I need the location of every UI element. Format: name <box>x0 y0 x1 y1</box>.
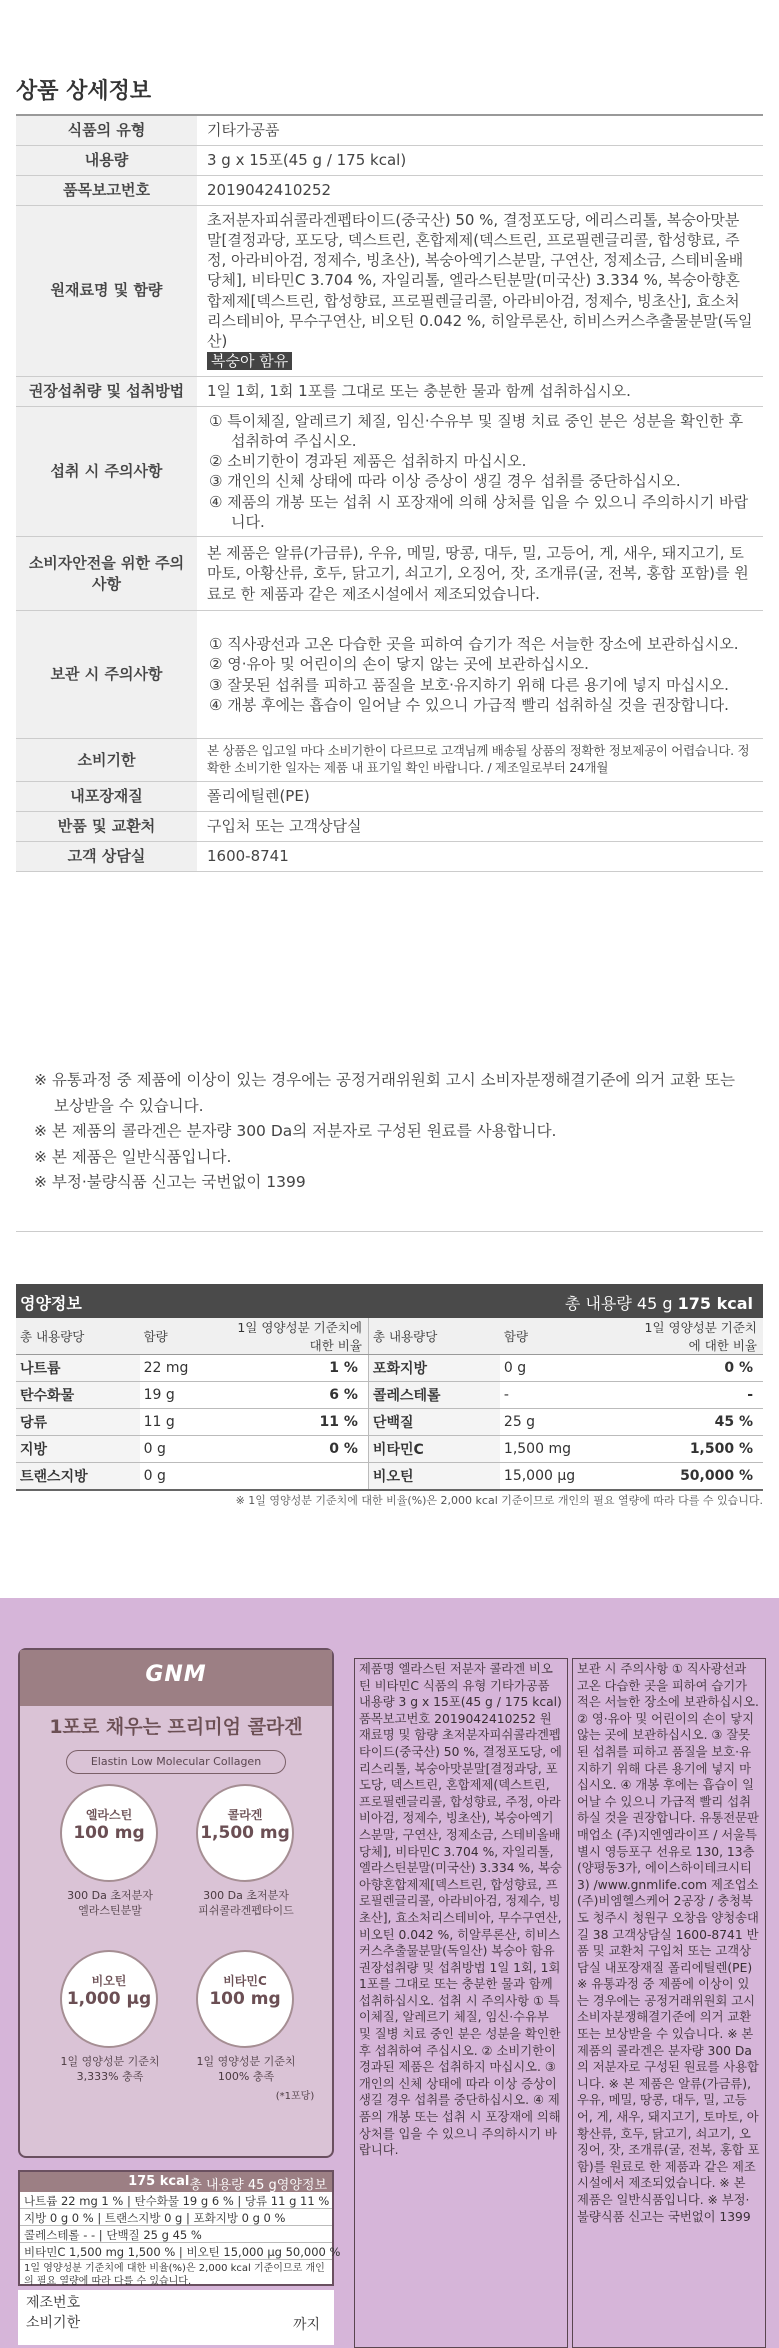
nutrition-col-header: 총 내용량당 <box>16 1318 140 1355</box>
mini-nutrition-row: 지방 0 g 0 % | 트랜스지방 0 g | 포화지방 0 g 0 % <box>20 2209 332 2226</box>
info-value <box>197 376 763 406</box>
nutrition-amount: 0 g <box>140 1463 232 1490</box>
nutrition-amount: 19 g <box>140 1382 232 1409</box>
info-value <box>197 406 763 537</box>
info-value-line: 기타가공품 <box>207 121 280 140</box>
nutrition-header <box>16 1284 763 1318</box>
nutrition-amount: 0 g <box>500 1355 632 1382</box>
nutrition-row <box>16 1355 763 1382</box>
nutrition-row <box>16 1436 763 1463</box>
info-row <box>16 115 763 145</box>
info-row <box>16 205 763 376</box>
per-pack-note: (*1포당) <box>275 2091 315 2102</box>
info-value <box>197 115 763 145</box>
info-value-line: ① 직사광선과 고온 다습한 곳을 피하여 습기가 적은 서늘한 장소에 보관하십시오. <box>209 635 739 653</box>
info-value-line: ④ 개봉 후에는 흡습이 일어날 수 있으니 가급적 빨리 섭취하실 것을 권장합니다. <box>209 695 729 714</box>
nutrition-row <box>16 1463 763 1490</box>
expiry-label: 소비기한 <box>26 2314 81 2331</box>
info-label: 권장섭취량 및 섭취방법 <box>16 376 197 406</box>
info-value <box>197 537 763 611</box>
package-label-column: 제품명 엘라스틴 저분자 콜라겐 비오틴 비타민C 식품의 유형 기타가공품 내용량 3 g x 15포(45 g / 175 kcal) 품목보고번호 2019042410252 원재료명 및 함량 초저분자피쉬콜라겐펩타이드(중국산) 50 %, 결정포도당, 에리스리톨, 복숭아맛분말[결정과당, 포도당, 덱스트린, 혼합제제(덱스트린, 프로필렌글리콜, 합성향료, 주정, 아라비아검, 정제수, 빙초산), 복숭아엑기스분말, 구연산, 정제소금, 스테비올배당체], 비타민C 3.704 %, 자일리톨, 엘라스틴분말(미국산) 3.334 %, 복숭아향혼합제제[덱스트린, 합성향료, 프로필렌글리콜, 아라비아검, 정제수, 빙초산], 효소처리스테비아, 무수구연산, 비오틴 0.042 %, 히알루론산, 히비스커스추출물분말(독일산) 복숭아 함유 권장섭취량 및 섭취방법 1일 1회, 1회 1포를 그대로 또는 충분한 물과 함께 섭취하십시오. 섭취 시 주의사항 ① 특이체질, 알레르기 체질, 임신·수유부 및 질병 치료 중인 분은 성분을 확인한 후 섭취하여 주십시오. ② 소비기한이 경과된 제품은 섭취하지 마십시오. ③ 개인의 신체 상태에 따라 이상 증상이 생길 경우 섭취를 중단하십시오. ④ 제품의 개봉 또는 섭취 시 포장재에 의해 상처를 입을 수 있으니 주의하시기 바랍니다. <box>354 1658 568 2348</box>
info-label: 내용량 <box>16 145 197 175</box>
notice-item: ※ 본 제품의 콜라겐은 분자량 300 Da의 저분자로 구성된 원료를 사용합니다. <box>34 1122 557 1141</box>
nutrition-pct: 45 % <box>631 1409 763 1436</box>
info-row <box>16 781 763 811</box>
nutrition-total: 총 내용량 45 g 175 kcal <box>564 1294 753 1313</box>
nutrition-name: 탄수화물 <box>16 1382 140 1409</box>
info-value <box>197 811 763 841</box>
nutrition-pct: 1,500 % <box>631 1436 763 1463</box>
info-label: 고객 상담실 <box>16 841 197 871</box>
info-value-line: 1600-8741 <box>207 847 289 866</box>
ingredient-circle: 콜라겐 1,500 mg <box>196 1784 294 1882</box>
nutrition-name: 콜레스테롤 <box>368 1382 500 1409</box>
info-value-line: 본 제품은 알류(가금류), 우유, 메밀, 땅콩, 대두, 밀, 고등어, 게, 새우, 돼지고기, 토마토, 아황산류, 호두, 닭고기, 쇠고기, 오징어, 잣, 조개류(굴, 전복, 홍합 포함)를 원료로 한 제품과 같은 제조시설에서 제조되었습니다. <box>207 544 749 603</box>
info-label: 식품의 유형 <box>16 115 197 145</box>
info-value-line: ① 특이체질, 알레르기 체질, 임신·수유부 및 질병 치료 중인 분은 성분을 확인한 후 섭취하여 주십시오. <box>209 411 744 450</box>
info-value-line: ② 소비기한이 경과된 제품은 섭취하지 마십시오. <box>209 452 527 470</box>
package-image <box>0 1598 779 2348</box>
info-value-line: ② 영·유아 및 어린이의 손이 닿지 않는 곳에 보관하십시오. <box>209 655 589 674</box>
info-value-line: ④ 제품의 개봉 또는 섭취 시 포장재에 의해 상처를 입을 수 있으니 주의하시기 바랍니다. <box>209 492 749 531</box>
nutrition-amount: 22 mg <box>140 1355 232 1382</box>
info-label: 내포장재질 <box>16 781 197 811</box>
nutrition-row <box>16 1382 763 1409</box>
nutrition-pct: 0 % <box>631 1355 763 1382</box>
nutrition-name: 비타민C <box>368 1436 500 1463</box>
nutrition-pct: - <box>631 1382 763 1409</box>
info-label: 소비자안전을 위한 주의사항 <box>16 537 197 611</box>
mini-nutrition-row: 나트륨 22 mg 1 % | 탄수화물 19 g 6 % | 당류 11 g 11 % <box>20 2192 332 2209</box>
ingredient-circle: 엘라스틴 100 mg <box>60 1784 158 1882</box>
nutrition-name: 나트륨 <box>16 1355 140 1382</box>
info-value-line: 본 상품은 입고일 마다 소비기한이 다르므로 고객님께 배송될 상품의 정확한 정보제공이 어렵습니다. 정확한 소비기한 일자는 제품 내 표기일 확인 바랍니다. / 제조일로부터 24개월 <box>207 743 750 775</box>
until-label: 까지 <box>292 2317 320 2333</box>
circle-caption: 1일 영양성분 기준치 3,333% 충족 <box>60 2055 160 2084</box>
brand-logo: GNM <box>145 1662 207 1687</box>
mini-nutrition-total: 총 내용량 45 g 175 kcal <box>128 2174 277 2193</box>
nutrition-pct: 1 % <box>232 1355 369 1382</box>
package-front <box>18 1648 334 2158</box>
ingredient-circle: 비타민C 100 mg <box>196 1950 294 2048</box>
package-label-column: 보관 시 주의사항 ① 직사광선과 고온 다습한 곳을 피하여 습기가 적은 서늘한 장소에 보관하십시오. ② 영·유아 및 어린이의 손이 닿지 않는 곳에 보관하십시오. ③ 잘못된 섭취를 피하고 품질을 보호·유지하기 위해 다른 용기에 넣지 마십시오. ④ 개봉 후에는 흡습이 일어날 수 있으니 가급적 빨리 섭취하실 것을 권장합니다. 유통전문판매업소 (주)지엔엠라이프 / 서울특별시 영등포구 선유로 130, 13층(양평동3가, 에이스하이테크시티3) /www.gnmlife.com 제조업소 (주)비엠헬스케어 2공장 / 충청북도 청주시 청원구 오창읍 양청송대길 38 고객상담실 1600-8741 반품 및 교환처 구입처 또는 고객상담실 내포장재질 폴리에틸렌(PE) ※ 유통과정 중 제품에 이상이 있는 경우에는 공정거래위원회 고시 소비자분쟁해결기준에 의거 교환 또는 보상받을 수 있습니다. ※ 본 제품의 콜라겐은 분자량 300 Da의 저분자로 구성된 원료를 사용합니다. ※ 본 제품은 알류(가금류), 우유, 메밀, 땅콩, 대두, 밀, 고등어, 게, 새우, 돼지고기, 토마토, 아황산류, 호두, 닭고기, 쇠고기, 오징어, 잣, 조개류(굴, 전복, 홍합 포함)를 원료로 한 제품과 같은 제조시설에서 제조되었습니다. ※ 본 제품은 일반식품입니다. ※ 부정·불량식품 신고는 국번없이 1399 <box>572 1658 766 2348</box>
product-info-table <box>16 114 763 872</box>
allergen-highlight: 복숭아 함유 <box>207 352 292 370</box>
info-label: 반품 및 교환처 <box>16 811 197 841</box>
nutrition-name: 트랜스지방 <box>16 1463 140 1490</box>
info-row <box>16 611 763 739</box>
nutrition-footnote: ※ 1일 영양성분 기준치에 대한 비율(%)은 2,000 kcal 기준이므로 개인의 필요 열량에 따라 다를 수 있습니다. <box>235 1494 763 1507</box>
info-value <box>197 611 763 739</box>
info-value <box>197 781 763 811</box>
package-nutrition <box>18 2170 341 2287</box>
mini-nutrition-row: 콜레스테롤 - - | 단백질 25 g 45 % <box>20 2226 332 2243</box>
nutrition-name: 포화지방 <box>368 1355 500 1382</box>
info-value-line: ③ 잘못된 섭취를 피하고 품질을 보호·유지하기 위해 다른 용기에 넣지 마십시오. <box>209 675 729 694</box>
nutrition-header-row <box>16 1318 763 1355</box>
notice-item: ※ 유통과정 중 제품에 이상이 있는 경우에는 공정거래위원회 고시 소비자분쟁해결기준에 의거 교환 또는 보상받을 수 있습니다. <box>34 1071 735 1115</box>
info-value <box>197 739 763 782</box>
nutrition-title: 영양정보 <box>20 1294 82 1313</box>
info-row <box>16 739 763 782</box>
mfg-number-label: 제조번호 <box>26 2295 81 2311</box>
nutrition-row <box>16 1409 763 1436</box>
info-label: 품목보고번호 <box>16 175 197 205</box>
nutrition-name: 비오틴 <box>368 1463 500 1490</box>
nutrition-col-header: 1일 영양성분 기준치에 대한 비율 <box>232 1318 369 1355</box>
circle-caption: 1일 영양성분 기준치 100% 충족 <box>196 2055 296 2084</box>
notice-item: ※ 부정·불량식품 신고는 국번없이 1399 <box>34 1173 306 1192</box>
nutrition-pct: 0 % <box>232 1436 369 1463</box>
info-row <box>16 841 763 871</box>
nutrition-pct: 6 % <box>232 1382 369 1409</box>
info-row <box>16 175 763 205</box>
circle-caption: 300 Da 초저분자 피쉬콜라겐펩타이드 <box>198 1889 294 1918</box>
info-label: 원재료명 및 함량 <box>16 205 197 376</box>
nutrition-amount: 1,500 mg <box>500 1436 632 1463</box>
nutrition-amount: 11 g <box>140 1409 232 1436</box>
info-value-line: ③ 개인의 신체 상태에 따라 이상 증상이 생길 경우 섭취를 중단하십시오. <box>209 472 681 491</box>
nutrition-amount: 15,000 μg <box>500 1463 632 1490</box>
info-row <box>16 537 763 611</box>
nutrition-col-header: 총 내용량당 <box>368 1318 500 1355</box>
mini-nutrition-title: 영양정보 <box>276 2178 327 2193</box>
info-label: 소비기한 <box>16 739 197 782</box>
info-label: 보관 시 주의사항 <box>16 611 197 739</box>
package-tagline: 1포로 채우는 프리미엄 콜라겐 <box>49 1716 303 1738</box>
ingredient-circle: 비오틴 1,000 μg <box>60 1950 158 2048</box>
info-row <box>16 811 763 841</box>
nutrition-amount: 0 g <box>140 1436 232 1463</box>
info-value <box>197 145 763 175</box>
mini-nutrition-row: 비타민C 1,500 mg 1,500 % | 비오틴 15,000 μg 50,000 % <box>20 2243 332 2260</box>
info-label: 섭취 시 주의사항 <box>16 406 197 537</box>
info-value-line: 1일 1회, 1회 1포를 그대로 또는 충분한 물과 함께 섭취하십시오. <box>207 381 631 400</box>
nutrition-name: 지방 <box>16 1436 140 1463</box>
info-value <box>197 841 763 871</box>
nutrition-name: 단백질 <box>368 1409 500 1436</box>
info-value-line: 3 g x 15포(45 g / 175 kcal) <box>207 150 407 169</box>
nutrition-amount: - <box>500 1382 632 1409</box>
nutrition-pct <box>232 1463 369 1490</box>
info-value-line: 2019042410252 <box>207 180 332 199</box>
circle-caption: 300 Da 초저분자 엘라스틴분말 <box>67 1889 153 1918</box>
nutrition-pct: 11 % <box>232 1409 369 1436</box>
info-value <box>197 205 763 376</box>
nutrition-name: 당류 <box>16 1409 140 1436</box>
info-row <box>16 145 763 175</box>
info-row <box>16 406 763 537</box>
info-row <box>16 376 763 406</box>
notice-list <box>16 1062 763 1232</box>
nutrition-col-header: 1일 영양성분 기준치에 대한 비율 <box>631 1318 763 1355</box>
info-value-line: 폴리에틸렌(PE) <box>207 787 310 806</box>
nutrition-col-header: 함량 <box>500 1318 632 1355</box>
nutrition-col-header: 함량 <box>140 1318 232 1355</box>
info-value <box>197 175 763 205</box>
package-subtitle: Elastin Low Molecular Collagen <box>66 1750 286 1774</box>
nutrition-pct: 50,000 % <box>631 1463 763 1490</box>
info-value-line: 구입처 또는 고객상담실 <box>207 817 362 836</box>
nutrition-table <box>16 1318 763 1491</box>
nutrition-amount: 25 g <box>500 1409 632 1436</box>
notice-item: ※ 본 제품은 일반식품입니다. <box>34 1147 232 1166</box>
mfg-expiry-box <box>18 2290 334 2345</box>
section-title: 상품 상세정보 <box>16 79 152 104</box>
mini-nutrition-footnote: 1일 영양성분 기준치에 대한 비율(%)은 2,000 kcal 기준이므로 개인의 필요 열량에 따라 다를 수 있습니다. <box>24 2263 325 2287</box>
info-value-line: 초저분자피쉬콜라겐펩타이드(중국산) 50 %, 결정포도당, 에리스리톨, 복숭아맛분말[결정과당, 포도당, 덱스트린, 혼합제제(덱스트린, 프로필렌글리콜, 합성향료, 주정, 아라비아검, 정제수, 빙초산), 복숭아엑기스분말, 구연산, 정제소금, 스테비올배당체], 비타민C 3.704 %, 자일리톨, 엘라스틴분말(미국산) 3.334 %, 복숭아향혼합제제[덱스트린, 합성향료, 프로필렌글리콜, 아라비아검, 정제수, 빙초산], 효소처리스테비아, 무수구연산, 비오틴 0.042 %, 히알루론산, 히비스커스추출물분말(독일산) <box>207 210 753 350</box>
